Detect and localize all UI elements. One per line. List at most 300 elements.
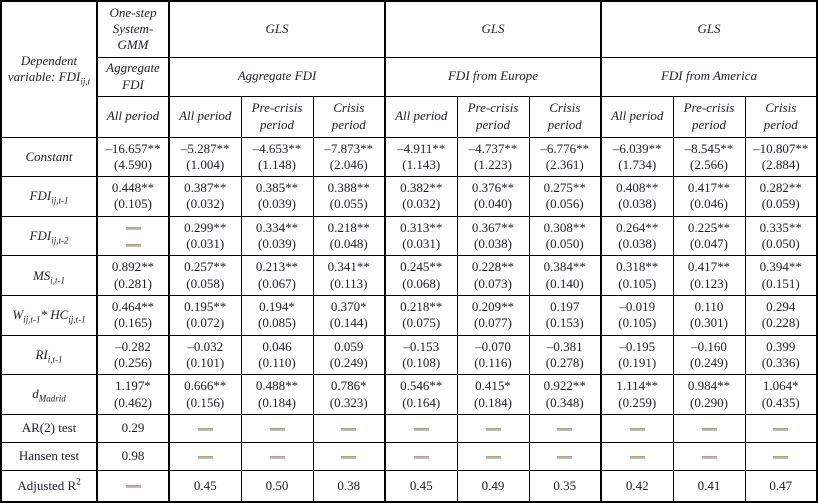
estimate: 0.488** — [255, 378, 299, 394]
std-error: (0.067) — [258, 275, 296, 291]
std-error: (0.073) — [474, 275, 512, 291]
header-row-period — [1, 96, 817, 137]
value-cell — [241, 335, 313, 375]
std-error: (0.336) — [761, 354, 800, 370]
estimate: 0.341** — [327, 259, 370, 275]
value-cell — [601, 296, 673, 336]
value-cell — [169, 256, 241, 296]
value-cell — [385, 375, 457, 415]
value-cell — [457, 296, 529, 336]
value-cell — [241, 177, 313, 217]
value-cell — [529, 296, 601, 336]
value-cell — [745, 256, 817, 296]
em-dash — [486, 428, 501, 431]
estimate: 0.218** — [327, 219, 370, 235]
estimate: –5.287** — [180, 140, 230, 156]
std-error: (0.058) — [186, 275, 225, 291]
estimate: 0.387** — [184, 180, 227, 196]
row-label: Adjusted $R^2$ — [1, 471, 97, 502]
value-cell — [745, 177, 817, 217]
value-cell — [457, 335, 529, 375]
period-header: All period — [385, 96, 457, 137]
em-dash — [341, 428, 356, 431]
std-error: (2.361) — [545, 156, 584, 172]
std-error: (0.164) — [402, 394, 441, 410]
value-cell: 0.98 — [97, 443, 169, 471]
std-error: (0.038) — [618, 196, 657, 212]
estimate: –7.873** — [324, 140, 374, 156]
std-error: (0.050) — [761, 236, 800, 252]
scope-header-fdi-europe: FDI from Europe — [385, 57, 601, 96]
estimate: 0.275** — [543, 180, 586, 196]
std-error: (0.113) — [330, 275, 368, 291]
estimate: 0.394** — [759, 259, 802, 275]
estimate: 0.448** — [111, 180, 155, 196]
estimate: 0.225** — [687, 219, 731, 235]
std-error: (0.184) — [474, 394, 512, 410]
value-cell — [97, 335, 169, 375]
coefficient-row — [1, 216, 817, 256]
value-cell — [241, 296, 313, 336]
coefficient-row — [1, 335, 817, 375]
estimate: 0.388** — [327, 180, 370, 196]
estimate: –0.019 — [619, 299, 656, 315]
estimate: 0.308** — [543, 219, 586, 235]
std-error: (0.191) — [618, 354, 657, 370]
estimate: –0.381 — [546, 338, 583, 354]
std-error: (0.249) — [329, 354, 368, 370]
estimate: 0.984** — [687, 378, 731, 394]
estimate: 0.194* — [259, 299, 295, 315]
value-cell — [673, 177, 745, 217]
row-label: $MS_{i,t-1}$ — [1, 256, 97, 296]
value-cell — [169, 177, 241, 217]
estimate: 0.110 — [694, 299, 724, 315]
em-dash — [557, 428, 572, 431]
std-error: (0.462) — [114, 394, 152, 410]
statistic-row — [1, 443, 817, 471]
estimate: 0.059 — [334, 338, 364, 354]
std-error: (0.101) — [186, 354, 225, 370]
value-cell — [457, 443, 529, 471]
estimate: 0.399 — [766, 338, 796, 354]
value-cell — [313, 216, 385, 256]
estimate: –8.545** — [684, 140, 734, 156]
coefficient-row — [1, 296, 817, 336]
std-error: (0.077) — [474, 315, 512, 331]
value-cell — [529, 375, 601, 415]
scope-header-aggregate-gmm: Aggregate FDI — [97, 57, 169, 96]
std-error: (0.140) — [545, 275, 584, 291]
estimate: 0.892** — [111, 259, 155, 275]
value-cell — [673, 216, 745, 256]
estimate: –0.153 — [403, 338, 440, 354]
coefficient-row — [1, 177, 817, 217]
std-error: (4.590) — [114, 156, 152, 172]
estimate: 0.384** — [543, 259, 586, 275]
header-row-method — [1, 1, 817, 57]
value-cell — [97, 256, 169, 296]
scope-header-aggregate-fdi: Aggregate FDI — [169, 57, 385, 96]
std-error: (0.050) — [545, 236, 584, 252]
row-label: $FDI_{ij,t-2}$ — [1, 216, 97, 256]
value-cell: 0.29 — [97, 414, 169, 442]
period-header: Crisis period — [745, 96, 817, 137]
coefficient-row — [1, 375, 817, 415]
value-cell — [745, 443, 817, 471]
em-dash — [702, 456, 717, 459]
std-error: (0.068) — [402, 275, 441, 291]
std-error: (0.228) — [761, 315, 800, 331]
coefficient-row — [1, 137, 817, 177]
row-label: AR(2) test — [1, 414, 97, 442]
estimate: 0.922** — [543, 378, 586, 394]
std-error: (0.032) — [402, 196, 441, 212]
value-cell — [313, 137, 385, 177]
value-cell — [745, 137, 817, 177]
em-dash — [126, 227, 141, 230]
estimate: –4.653** — [252, 140, 302, 156]
period-header: Crisis period — [529, 96, 601, 137]
value-cell — [241, 375, 313, 415]
estimate: –0.195 — [619, 338, 656, 354]
estimate: –4.737** — [468, 140, 518, 156]
value-cell — [97, 177, 169, 217]
value-cell — [673, 443, 745, 471]
method-header-gls-2: GLS — [385, 1, 601, 57]
std-error: (0.059) — [761, 196, 800, 212]
em-dash — [773, 428, 788, 431]
value-cell — [457, 137, 529, 177]
method-header-gls-1: GLS — [169, 1, 385, 57]
value-cell — [529, 414, 601, 442]
value-cell — [601, 443, 673, 471]
em-dash — [630, 428, 645, 431]
value-cell — [529, 443, 601, 471]
estimate: 0.228** — [471, 259, 515, 275]
std-error: (2.884) — [761, 156, 800, 172]
value-cell — [385, 335, 457, 375]
value-cell — [529, 216, 601, 256]
estimate: 0.786* — [330, 378, 367, 394]
value-cell — [385, 296, 457, 336]
estimate: –0.032 — [187, 338, 224, 354]
value-cell — [457, 177, 529, 217]
std-error: (0.038) — [474, 236, 512, 252]
estimate: 0.046 — [262, 338, 292, 354]
em-dash — [773, 456, 788, 459]
std-error: (0.105) — [114, 196, 152, 212]
value-cell — [601, 335, 673, 375]
estimate: –6.039** — [612, 140, 662, 156]
std-error: (0.290) — [690, 394, 728, 410]
estimate: 0.313** — [400, 219, 443, 235]
std-error: (0.256) — [114, 354, 152, 370]
period-header: Pre-crisis period — [673, 96, 745, 137]
value-cell — [385, 414, 457, 442]
std-error: (0.039) — [258, 236, 296, 252]
std-error: (0.108) — [402, 354, 441, 370]
header-row-scope — [1, 57, 817, 96]
value-cell — [241, 443, 313, 471]
statistic-row — [1, 471, 817, 502]
value-cell — [241, 216, 313, 256]
value-cell: 0.47 — [745, 471, 817, 502]
estimate: –16.657** — [105, 140, 161, 156]
estimate: 1.064* — [762, 378, 799, 394]
em-dash — [557, 456, 572, 459]
value-cell — [385, 177, 457, 217]
method-header-gmm: One-step System-GMM — [97, 1, 169, 57]
value-cell — [385, 137, 457, 177]
row-label: Hansen test — [1, 443, 97, 471]
std-error: (1.148) — [258, 156, 296, 172]
value-cell: 0.49 — [457, 471, 529, 502]
value-cell — [745, 375, 817, 415]
em-dash — [414, 428, 429, 431]
row-label: Constant — [1, 137, 97, 177]
coefficient-row — [1, 256, 817, 296]
value-cell — [745, 296, 817, 336]
std-error: (0.184) — [258, 394, 296, 410]
std-error: (0.046) — [690, 196, 728, 212]
value-cell — [529, 177, 601, 217]
period-header: All period — [97, 96, 169, 137]
value-cell — [385, 256, 457, 296]
value-cell — [313, 296, 385, 336]
std-error: (0.032) — [186, 196, 225, 212]
std-error: (0.048) — [329, 236, 368, 252]
value-cell: 0.35 — [529, 471, 601, 502]
value-cell: 0.50 — [241, 471, 313, 502]
value-cell — [601, 375, 673, 415]
estimate: 0.415* — [475, 378, 511, 394]
estimate: 0.209** — [471, 299, 515, 315]
value-cell — [529, 256, 601, 296]
std-error: (0.040) — [474, 196, 512, 212]
value-cell — [745, 335, 817, 375]
statistic-row — [1, 414, 817, 442]
estimate: –4.911** — [397, 140, 446, 156]
value-cell — [601, 256, 673, 296]
std-error: (0.110) — [258, 354, 296, 370]
estimate: 0.197 — [550, 299, 580, 315]
std-error: (0.156) — [186, 394, 225, 410]
std-error: (0.278) — [545, 354, 584, 370]
std-error: (0.435) — [761, 394, 800, 410]
std-error: (0.151) — [761, 275, 800, 291]
value-cell — [169, 216, 241, 256]
value-cell — [601, 216, 673, 256]
value-cell — [673, 296, 745, 336]
value-cell — [313, 443, 385, 471]
em-dash — [341, 456, 356, 459]
std-error: (2.566) — [690, 156, 728, 172]
estimate: 0.464** — [111, 299, 155, 315]
period-header: Crisis period — [313, 96, 385, 137]
row-label: $RI_{i,t-1}$ — [1, 335, 97, 375]
value-cell — [169, 443, 241, 471]
estimate: 0.417** — [687, 259, 731, 275]
value-cell — [385, 216, 457, 256]
std-error: (0.249) — [690, 354, 728, 370]
em-dash — [702, 428, 717, 431]
estimate: 0.334** — [255, 219, 299, 235]
estimate — [100, 220, 166, 236]
std-error: (0.047) — [690, 236, 728, 252]
value-cell — [457, 216, 529, 256]
std-error: (0.165) — [114, 315, 152, 331]
value-cell — [241, 137, 313, 177]
value-cell — [457, 256, 529, 296]
value-cell — [673, 256, 745, 296]
em-dash — [630, 456, 645, 459]
value-cell — [673, 414, 745, 442]
estimate: 0.370* — [330, 299, 367, 315]
std-error: (0.281) — [114, 275, 152, 291]
std-error: (0.153) — [545, 315, 584, 331]
estimate: 0.335** — [759, 219, 802, 235]
estimate: –0.160 — [691, 338, 727, 354]
em-dash — [126, 244, 141, 247]
estimate: 0.245** — [400, 259, 443, 275]
value-cell — [313, 414, 385, 442]
estimate: –10.807** — [753, 140, 809, 156]
estimate: 1.197* — [115, 378, 151, 394]
value-cell — [169, 414, 241, 442]
value-cell — [601, 137, 673, 177]
std-error: (0.055) — [329, 196, 368, 212]
em-dash — [126, 485, 141, 488]
value-cell: 0.42 — [601, 471, 673, 502]
std-error: (0.056) — [545, 196, 584, 212]
value-cell — [313, 375, 385, 415]
estimate: –0.282 — [115, 338, 151, 354]
std-error: (1.004) — [186, 156, 225, 172]
std-error: (0.085) — [258, 315, 296, 331]
value-cell — [457, 414, 529, 442]
std-error: (0.031) — [402, 236, 441, 252]
std-error: (2.046) — [329, 156, 368, 172]
value-cell — [313, 335, 385, 375]
estimate: 0.264** — [616, 219, 659, 235]
value-cell: 0.38 — [313, 471, 385, 502]
period-header: All period — [169, 96, 241, 137]
row-label: $W_{ij,t-1}*$ $HC_{ij,t-1}$ — [1, 296, 97, 336]
value-cell — [385, 443, 457, 471]
std-error: (0.116) — [474, 354, 512, 370]
estimate: 0.294 — [766, 299, 796, 315]
estimate: 0.376** — [471, 180, 515, 196]
value-cell — [97, 296, 169, 336]
estimate: 0.382** — [400, 180, 443, 196]
value-cell — [169, 296, 241, 336]
std-error: (0.039) — [258, 196, 296, 212]
estimate: 0.546** — [400, 378, 443, 394]
em-dash — [486, 456, 501, 459]
period-header: All period — [601, 96, 673, 137]
estimate: 0.408** — [616, 180, 659, 196]
row-label: $d_{Madrid}$ — [1, 375, 97, 415]
value-cell — [529, 137, 601, 177]
value-cell — [529, 335, 601, 375]
value-cell — [97, 375, 169, 415]
value-cell — [745, 216, 817, 256]
value-cell: 0.41 — [673, 471, 745, 502]
value-cell — [673, 335, 745, 375]
estimate: –0.070 — [475, 338, 511, 354]
value-cell — [97, 471, 169, 502]
std-error: (0.075) — [402, 315, 441, 331]
value-cell: 0.45 — [169, 471, 241, 502]
estimate: 0.282** — [759, 180, 802, 196]
estimate: 0.213** — [255, 259, 299, 275]
value-cell — [97, 137, 169, 177]
estimate: 0.385** — [255, 180, 299, 196]
value-cell — [169, 335, 241, 375]
std-error: (0.105) — [618, 315, 657, 331]
value-cell: 0.45 — [385, 471, 457, 502]
estimate: 1.114** — [616, 378, 659, 394]
value-cell — [169, 375, 241, 415]
period-header: Pre-crisis period — [241, 96, 313, 137]
row-label: $FDI_{ij,t-1}$ — [1, 177, 97, 217]
estimate: 0.666** — [184, 378, 227, 394]
period-header: Pre-crisis period — [457, 96, 529, 137]
value-cell — [457, 375, 529, 415]
std-error: (1.734) — [618, 156, 657, 172]
value-cell — [745, 414, 817, 442]
estimate: 0.417** — [687, 180, 731, 196]
estimate: 0.195** — [184, 299, 227, 315]
std-error: (0.301) — [690, 315, 728, 331]
value-cell — [169, 137, 241, 177]
em-dash — [198, 428, 213, 431]
std-error: (0.144) — [329, 315, 368, 331]
em-dash — [270, 456, 285, 459]
estimate: 0.367** — [471, 219, 515, 235]
value-cell — [601, 414, 673, 442]
estimate: 0.257** — [184, 259, 227, 275]
em-dash — [414, 456, 429, 459]
estimate: –6.776** — [540, 140, 590, 156]
std-error: (0.105) — [618, 275, 657, 291]
dependent-variable-label: Dependent variable: $FDI_{ij,t}$ — [1, 1, 97, 137]
std-error: (0.323) — [329, 394, 368, 410]
value-cell — [241, 256, 313, 296]
value-cell — [673, 375, 745, 415]
std-error: (0.038) — [618, 236, 657, 252]
value-cell — [241, 414, 313, 442]
em-dash — [270, 428, 285, 431]
value-cell — [313, 256, 385, 296]
std-error — [100, 236, 166, 252]
std-error: (0.348) — [545, 394, 584, 410]
std-error: (1.143) — [402, 156, 441, 172]
std-error: (0.072) — [186, 315, 225, 331]
estimate: 0.299** — [184, 219, 227, 235]
std-error: (0.123) — [690, 275, 728, 291]
value-cell — [97, 216, 169, 256]
value-cell — [313, 177, 385, 217]
value-cell — [601, 177, 673, 217]
estimate: 0.318** — [616, 259, 659, 275]
std-error: (0.031) — [186, 236, 225, 252]
std-error: (1.223) — [474, 156, 512, 172]
method-header-gls-3: GLS — [601, 1, 817, 57]
value-cell — [673, 137, 745, 177]
std-error: (0.259) — [618, 394, 657, 410]
